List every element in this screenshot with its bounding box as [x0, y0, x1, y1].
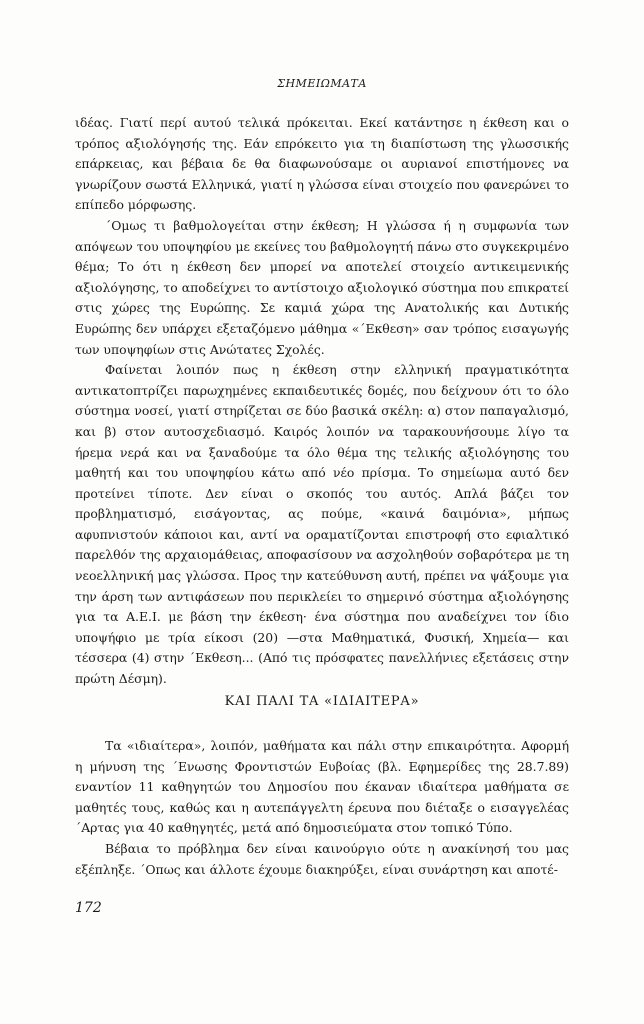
paragraph: ιδέας. Γιατί περί αυτού τελικά πρόκειται. Εκεί κατάντησε η έκθεση και ο τρόπος αξιολόγησής της. Εάν επρόκειτο για τη διαπίστωση της γλωσσικής επάρκειας, και βέβαια δε θα διαφωνούσαμε οι αυριανοί επιστήμονες να γνωρίζουν σωστά Ελληνικά, γιατί η γλώσσα είναι στοιχείο που φανερώνει το επίπεδο μόρφωσης. [75, 115, 569, 213]
paragraph: Τα «ιδιαίτερα», λοιπόν, μαθήματα και πάλι στην επικαιρότητα. Αφορμή η μήνυση της ΄Ενωσης Φροντιστών Ευβοίας (βλ. Εφημερίδες της 28.7.89) εναντίον 11 καθηγητών του Δημοσίου που έκαναν ιδιαίτερα μαθήματα σε μαθητές τους, καθώς και η αυτεπάγγελτη έρευνα που διέταξε ο εισαγγελέας ΄Αρτας για 40 καθηγητές, μετά από δημοσιεύματα στον τοπικό Τύπο. [75, 738, 569, 836]
article-body-continued [75, 113, 569, 690]
paragraph: Βέβαια το πρόβλημα δεν είναι καινούργιο ούτε η ανακίνησή του μας εξέπληξε. ΄Οπως και άλλοτε έχουμε διακηρύξει, είναι συνάρτηση και αποτέ- [75, 840, 569, 877]
section-body [75, 736, 569, 880]
page-number: 172 [75, 900, 102, 916]
paragraph: Φαίνεται λοιπόν πως η έκθεση στην ελληνική πραγματικότητα αντικατοπτρίζει παρωχημένες εκπαιδευτικές δομές, που δείχνουν ότι το όλο σύστημα νοσεί, γιατί στηρίζεται σε δύο βασικά σκέλη: α) στον παπαγαλισμό, και β) στον αυτοσχεδιασμό. Καιρός λοιπόν να ταρακουνήσουμε λίγο τα ήρεμα νερά και να ξαναδούμε τα όλο θέμα της τελικής αξιολόγησης του μαθητή και του υποψηφίου κάτω από νέο πρίσμα. Το σημείωμα αυτό δεν προτείνει τίποτε. Δεν είναι ο σκοπός του αυτός. Απλά βάζει τον προβληματισμό, εισάγοντας, ας πούμε, «καινά δαιμόνια», μήπως αφυπνιστούν κάποιοι και, αντί να οραματίζονται επιστροφή στο εφιαλτικό παρελθόν της αρχαιομάθειας, αποφασίσουν να ασχοληθούν σοβαρότερα με τη νεοελληνική μας γλώσσα. Προς την κατεύθυνση αυτή, πρέπει να ψάξουμε για την άρση των αντιφάσεων που περικλείει το σημερινό σύστημα αξιολόγησης για τα Α.Ε.Ι. με βάση την έκθεση· ένα σύστημα που αναδείχνει τον ίδιο υποψήφιο με τρία είκοσι (20) —στα Μαθηματικά, Φυσική, Χημεία— και τέσσερα (4) στην ΄Εκθεση... (Από τις πρόσφατες πανελλήνιες εξετάσεις στην πρώτη Δέσμη). [75, 362, 569, 687]
running-head: ΣΗΜΕΙΩΜΑΤΑ [277, 77, 367, 90]
section-title: ΚΑΙ ΠΑΛΙ ΤΑ «ΙΔΙΑΙΤΕΡΑ» [224, 694, 420, 709]
paragraph: ΄Ομως τι βαθμολογείται στην έκθεση; Η γλώσσα ή η συμφωνία των απόψεων του υποψηφίου με εκείνες του βαθμολογητή πάνω στο συγκεκριμένο θέμα; Το ότι η έκθεση δεν μπορεί να αποτελεί στοιχείο αντικειμενικής αξιολόγησης, το αποδείχνει το αντίστοιχο αξιολογικό σύστημα που επικρατεί στις χώρες της Ευρώπης. Σε καμιά χώρα της Ανατολικής και Δυτικής Ευρώπης δεν υπάρχει εξεταζόμενο μάθημα «΄Εκθεση» σαν τρόπος εισαγωγής των υποψηφίων στις Ανώτατες Σχολές. [75, 217, 569, 357]
